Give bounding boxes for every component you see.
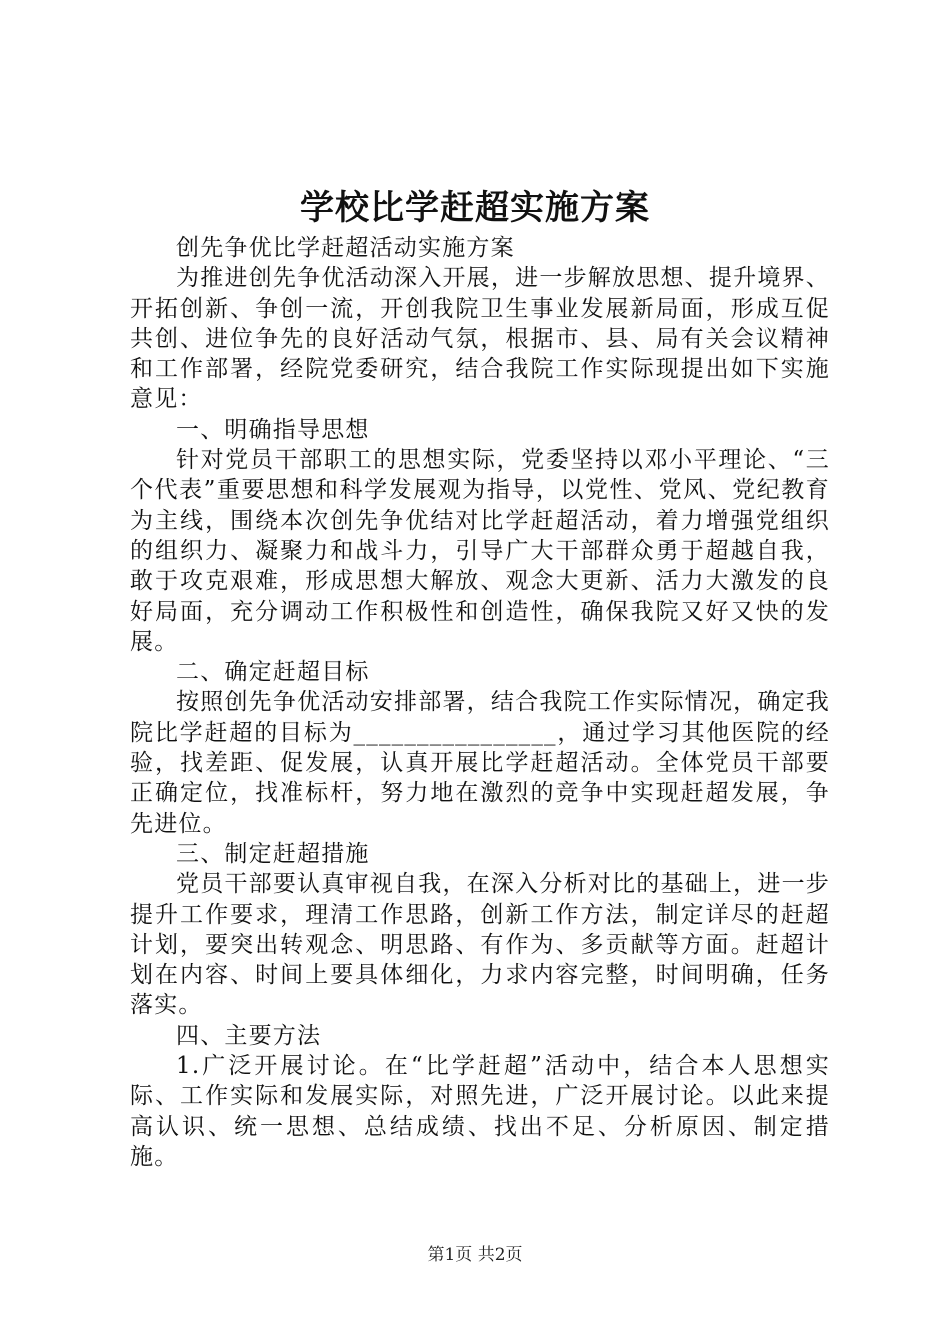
paragraph-subtitle: 创先争优比学赶超活动实施方案	[176, 235, 515, 261]
paragraph-section-1: 针对党员干部职工的思想实际，党委坚持以邓小平理论、“三个代表”重要思想和科学发展观为指导，以党性、党风、党纪教育为主线，围绕本次创先争优结对比学赶超活动，着力增强党组织的组织力、凝聚力和战斗力，引导广大干部群众勇于超越自我，敢于攻克艰难，形成思想大解放、观念大更新、活力大激发的良好局面，充分调动工作积极性和创造性，确保我院又好又快的发展。	[130, 447, 830, 655]
document-body	[130, 233, 830, 1172]
section-heading-1: 一、明确指导思想	[176, 416, 370, 443]
section-heading-2: 二、确定赶超目标	[176, 659, 370, 686]
paragraph-section-3: 党员干部要认真审视自我，在深入分析对比的基础上，进一步提升工作要求，理清工作思路，创新工作方法，制定详尽的赶超计划，要突出转观念、明思路、有作为、多贡献等方面。赶超计划在内容、时间上要具体细化，力求内容完整，时间明确，任务落实。	[130, 871, 830, 1019]
page-footer: 第1页 共2页	[427, 1245, 523, 1265]
document-title: 学校比学赶超实施方案	[300, 188, 650, 228]
section-heading-4: 四、主要方法	[176, 1022, 322, 1049]
paragraph-section-2: 按照创先争优活动安排部署，结合我院工作实际情况，确定我院比学赶超的目标为________________，通过学习其他医院的经验，找差距、促发展，认真开展比学赶超活动。全体党员干部要正确定位，找准标杆，努力地在激烈的竞争中实现赶超发展，争先进位。	[130, 689, 830, 837]
paragraph-intro: 为推进创先争优活动深入开展，进一步解放思想、提升境界、开拓创新、争创一流，开创我院卫生事业发展新局面，形成互促共创、进位争先的良好活动气氛，根据市、县、局有关会议精神和工作部署，经院党委研究，结合我院工作实际现提出如下实施意见：	[130, 265, 830, 413]
paragraph-section-4-item-1: 1.广泛开展讨论。在“比学赶超”活动中，结合本人思想实际、工作实际和发展实际，对照先进，广泛开展讨论。以此来提高认识、统一思想、总结成绩、找出不足、分析原因、制定措施。	[130, 1053, 830, 1170]
section-heading-3: 三、制定赶超措施	[176, 840, 370, 867]
